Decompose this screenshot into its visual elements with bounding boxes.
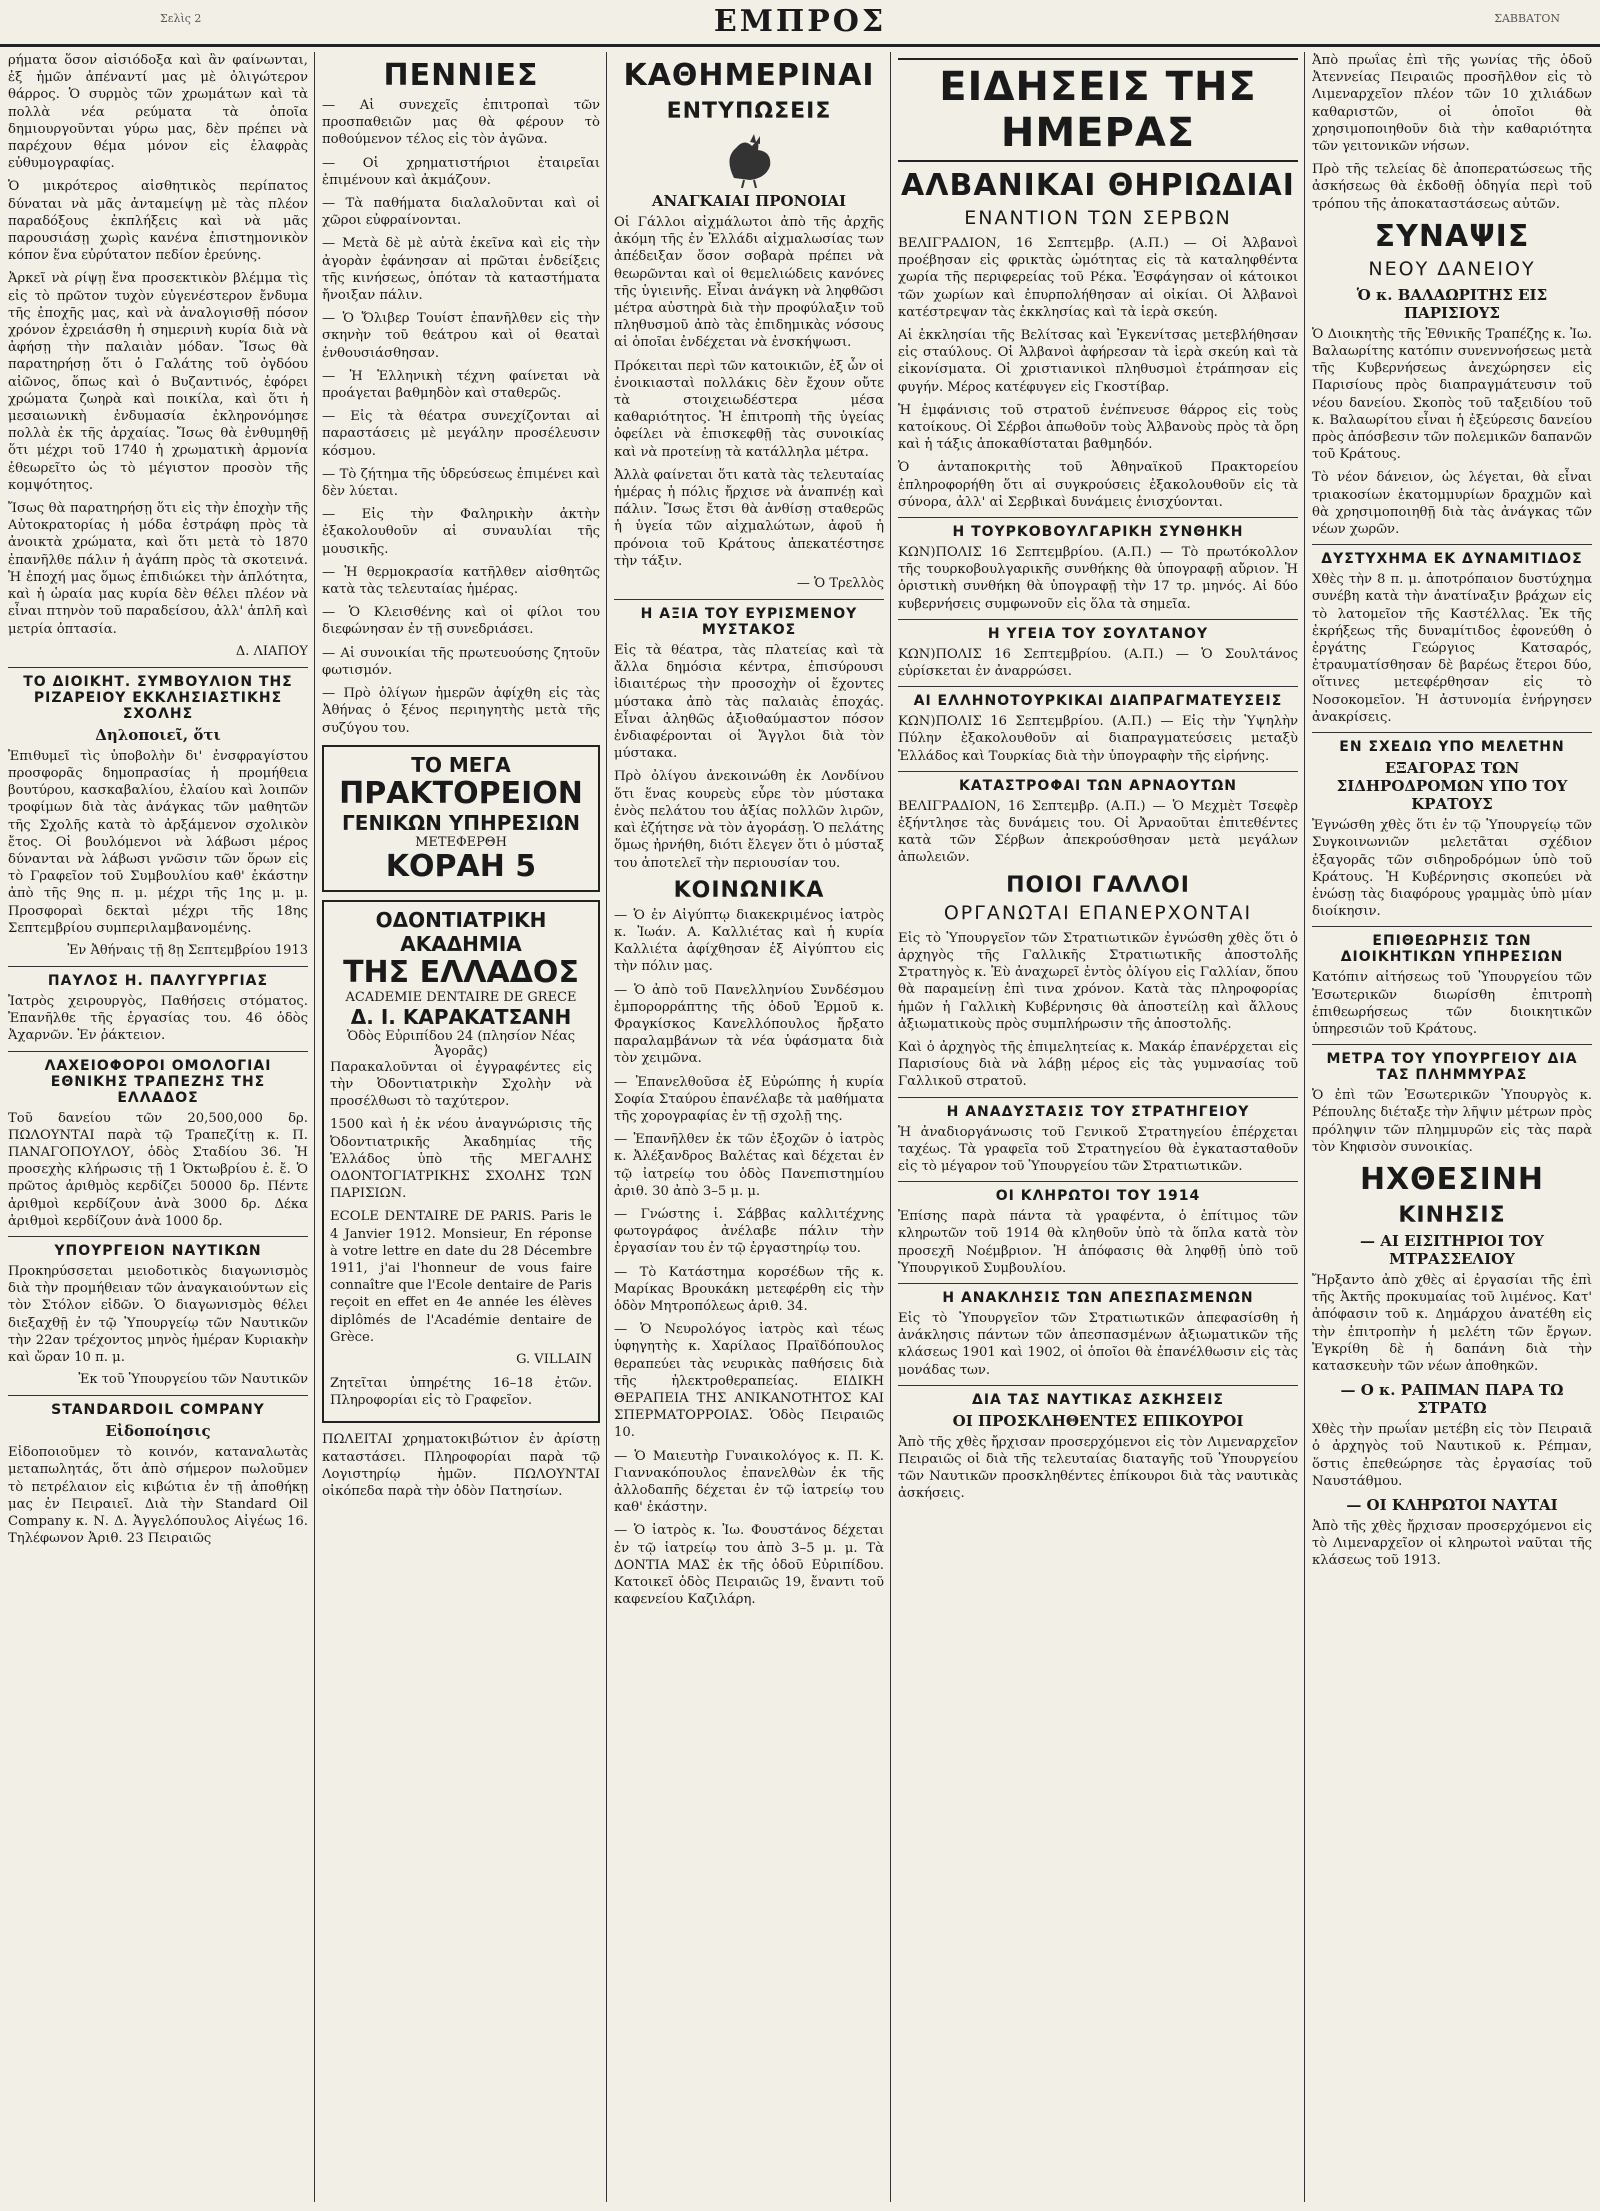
ad-text: Ζητεῖται ὑπηρέτης 16–18 ἐτῶν. Πληροφορίαι εἰς τὸ Γραφεῖον. <box>330 1375 592 1409</box>
article-text: Χθὲς τὴν πρωΐαν μετέβη εἰς τὸν Πειραιᾶ ὁ ἀρχηγὸς τοῦ Ναυτικοῦ κ. Ρέπμαν, ὅστις ἐπεθεώρησε τὰς ἐργασίας τοῦ Ναυστάθμου. <box>1312 1422 1592 1489</box>
article-text: ΒΕΛΙΓΡΑΔΙΟΝ, 16 Σεπτεμβρ. (Α.Π.) — Ὁ Μεχμὲτ Τσεφὲρ ἐξήντλησε τὰς δυνάμεις του. Οἱ Ἀρναοῦται ἐπιτεθέντες κατὰ τῶν Σέρβων ἀπεκρούσθησαν μετὰ μεγάλων ἀπωλειῶν. <box>898 798 1298 866</box>
article-text: Πρὸ ὀλίγου ἀνεκοινώθη ἐκ Λονδίνου ὅτι ἕνας κουρεὺς εὗρε τὸν μύστακα ἑνὸς πελάτου του ἀξίας πολλῶν λιρῶν, καὶ ἐζήτησε νὰ τὸν ἀγοράσῃ. Ὁ πελάτης ὅμως ἠρνήθη, διότι ἔλεγεν ὅτι ὁ μύσταξ του ἀποτελεῖ τὴν περιουσίαν του. <box>614 769 884 871</box>
article-text: Εἰς τὸ Ὑπουργεῖον τῶν Στρατιωτικῶν ἀπεφασίσθη ἡ ἀνάκλησις πάντων τῶν ἀπεσπασμένων ἀξιωματικῶν τῆς κλάσεως 1901 καὶ 1902, οἱ ὁποῖοι θὰ ἐπανέλθωσιν εἰς τὰς μονάδας των. <box>898 1310 1298 1378</box>
ad-text: ECOLE DENTAIRE DE PARIS. Paris le 4 Janvier 1912. Monsieur, En réponse à votre lettre en date du 28 Décembre 1911, j'ai l'honneur de vous faire connaître que l'Ecole dentaire de Paris reçoit en effet en 4e année les élèves diplômés de l'Académie dentaire de Grèce. <box>330 1209 592 1345</box>
ad-line: ΚΟΡΑΗ 5 <box>385 848 537 884</box>
article-kicker: Ὁ κ. ΒΑΛΑΩΡΙΤΗΣ ΕΙΣ ΠΑΡΙΣΙΟΥΣ <box>1356 285 1548 322</box>
article-heading: ΜΕΤΡΑ ΤΟΥ ΥΠΟΥΡΓΕΙΟΥ ΔΙΑ ΤΑΣ ΠΛΗΜΜΥΡΑΣ <box>1312 1044 1592 1083</box>
article-heading: Η ΥΓΕΙΑ ΤΟΥ ΣΟΥΛΤΑΝΟΥ <box>898 619 1298 642</box>
ad-text: Εἰδοποιοῦμεν τὸ κοινόν, καταναλωτὰς μεταπωλητάς, ὅτι ἀπὸ σήμερον πωλοῦμεν τὸ πετρέλαιον εἰς κιβώτια ἐν τῇ ἀποθήκῃ μας ἐν Πειραιεῖ. Διὰ τὴν Standard Oil Company κ. Ν. Δ. Ἀγγελόπουλος Αἰγέως 16. Τηλέφωνον Ἀριθ. 23 Πειραιῶς <box>8 1445 308 1547</box>
brief-item: — Ὁ Κλεισθένης καὶ οἱ φίλοι του διεφώνησαν ἐν τῇ συνεδριάσει. <box>322 605 600 638</box>
rooster-icon <box>714 128 784 188</box>
masthead <box>0 0 1600 47</box>
notice-text: Ἐπιθυμεῖ τὶς ὑποβολὴν δι' ἐνσφραγίστου προσφορᾶς δημοπρασίας ἡ προμήθεια βουτύρου, κασκαβαλίου, ἐλαίου καὶ λοιπῶν τροφίμων διὰ τὰς ἀνάγκας τῶν μαθητῶν τῆς Σχολῆς κατὰ τὸ ἀρξάμενον σχολικὸν ἔτος. Οἱ βουλόμενοι νὰ λάβωσι μέρος δύνανται νὰ λάβωσι γνῶσιν τῶν ὅρων εἰς τὸ Γραφεῖον τοῦ Συμβουλίου καθ' ἑκάστην ἀπὸ τῆς 9ης π. μ. μέχρι τῆς 1ης μ. μ. Προσφοραὶ δεκταὶ μέχρι τῆς 18ης Σεπτεμβρίου συμπεριλαμβανομένης. <box>8 748 308 936</box>
section-subheading: ΚΙΝΗΣΙΣ <box>1398 1202 1506 1228</box>
article-text: Εἰς τὸ Ὑπουργεῖον τῶν Στρατιωτικῶν ἐγνώσθη χθὲς ὅτι ὁ ἀρχηγὸς τῆς Γαλλικῆς Στρατιωτικῆς ἀποστολῆς Στρατηγὸς κ. Ἐὺ ἀναχωρεῖ ἐντὸς ὀλίγου εἰς Γαλλίαν, ὅπου θὰ παραμείνῃ ἐπὶ τινα χρόνον. Κατὰ τὰς πληροφορίας ἡμῶν ἡ Γαλλικὴ Κυβέρνησις θὰ ἀποστείλῃ καὶ ἄλλους ἀξιωματικοὺς πρὸς συμπλήρωσιν τῆς ἀποστολῆς. <box>898 930 1298 1032</box>
social-item: — Ὁ Μαιευτὴρ Γυναικολόγος κ. Π. Κ. Γιαννακόπουλος ἐπανελθὼν ἐκ τῆς ἀλλοδαπῆς δέχεται ἐν τῷ ἰατρείῳ του καθ' ἑκάστην. <box>614 1448 884 1516</box>
article-heading: Η ΤΟΥΡΚΟΒΟΥΛΓΑΡΙΚΗ ΣΥΝΘΗΚΗ <box>898 517 1298 540</box>
column-rule <box>606 52 607 2202</box>
article-text: Ἀρκεῖ νὰ ρίψῃ ἕνα προσεκτικὸν βλέμμα τὶς εἰς τὸ πρῶτον τυχὸν εὐγενέστερον ἔνδυμα τῆς ἐποχῆς μας, καὶ νὰ ἀναλογισθῇ πόσον χρόνον ἐχρειάσθη ἡ σημερινὴ κυρία διὰ νὰ ἀφήσῃ τὴν παλαιὰν μόδαν. Ἴσως θὰ παρατηρήσῃ ὅτι ὁ Γαλάτης τοῦ ὀγδόου αἰῶνος, ὅπως καὶ ὁ Βυζαντινός, ἐφόρει χρώματα ζωηρὰ καὶ ποικίλα, καὶ ὅτι ἡ μεσαιωνικὴ ἐνδυμασία ἐκληρονόμησε πολλὰ ἐκ τῆς ἀρχαίας. Ἴσως θὰ ἐνθυμηθῇ ὅτι μέχρι τοῦ 1740 ἡ χρωματικὴ ἀρμονία ἐθεωρεῖτο ὡς τὸ μέγιστον προσὸν τῆς κομψότητος. <box>8 271 308 493</box>
article-text: ρήματα ὅσον αἰσιόδοξα καὶ ἂν φαίνωνται, ἐξ ἡμῶν ἀπέναντί μας μὲ ὀλιγώτερον θάρρος. Ὁ συρμὸς τῶν χρωμάτων καὶ τὰ πολλὰ νέα ρεύματα τὰ ὁποῖα δημιουργοῦνται γύρω μας, δὲν πρέπει νὰ παρέχουν θέμα μόνον εἰς ἐλαφρὰς εὐθυμογραφίας. <box>8 53 308 172</box>
ad-line: Ὁδὸς Εὐριπίδου 24 (πλησίον Νέας Ἀγορᾶς) <box>346 1028 576 1059</box>
article-heading: ΑΙ ΕΛΛΗΝΟΤΟΥΡΚΙΚΑΙ ΔΙΑΠΡΑΓΜΑΤΕΥΣΕΙΣ <box>898 686 1298 709</box>
article-kicker: ΑΝΑΓΚΑΙΑΙ ΠΡΟΝΟΙΑΙ <box>651 192 847 210</box>
ad-subheading: Εἰδοποίησις <box>105 1422 211 1441</box>
article-text: Ἴσως θὰ παρατηρήσῃ ὅτι εἰς τὴν ἐποχὴν τῆς Αὐτοκρατορίας ἡ μόδα ἐστράφη πρὸς τὰ ἀνοικτὰ χρώματα, καὶ ὅτι μετὰ τὸ 1870 ἐπανῆλθε πάλιν ἡ ἀγάπη πρὸς τὰ σκοτεινά. Ἡ ἐποχή μας ὅμως ἐπιδιώκει τὴν ἁπλότητα, καὶ ἡ ὡραία μας κυρία δὲν θέλει πλέον νὰ εἶναι πτηνὸν τοῦ παραδείσου, ἀλλ' ἁπλῆ καὶ μετρία ὀπτασία. <box>8 501 308 637</box>
article-heading: ΟΙ ΚΛΗΡΩΤΟΙ ΤΟΥ 1914 <box>898 1181 1298 1204</box>
social-item: — Ἐπανῆλθεν ἐκ τῶν ἐξοχῶν ὁ ἰατρὸς κ. Ἀλέξανδρος Βαλέτας καὶ δέχεται ἐν τῷ ἰατρείῳ του ὁδὸς Πανεπιστημίου ἀριθ. 30 ἀπὸ 3–5 μ. μ. <box>614 1132 884 1199</box>
article-text: Ὁ Διοικητὴς τῆς Ἐθνικῆς Τραπέζης κ. Ἰω. Βαλαωρίτης κατόπιν συνεννοήσεως μετὰ τῆς Κυβερνήσεως ἀνεχώρησεν εἰς Παρισίους πρὸς διαπραγμάτευσιν τοῦ νέου δανείου. Σκοπὸς τοῦ ταξειδίου τοῦ κ. Βαλαωρίτου εἶναι ἡ ἐξεύρεσις δανείου πρὸς ἀπόσβεσιν τῶν πολεμικῶν δαπανῶν τοῦ Κράτους. <box>1312 326 1592 463</box>
brief-item: — Εἰς τὰ θέατρα συνεχίζονται αἱ παραστάσεις μὲ μεγάλην προσέλευσιν κόσμου. <box>322 409 600 459</box>
article-text: Ἡ ἐμφάνισις τοῦ στρατοῦ ἐνέπνευσε θάρρος εἰς τοὺς κατοίκους. Οἱ Σέρβοι ἀπωθοῦν τοὺς Ἀλβανοὺς πρὸς τὰ ὄρη καὶ ἡ τάξις ἀποκαθίσταται βαθμηδόν. <box>898 402 1298 453</box>
social-item: — Ὁ Νευρολόγος ἰατρὸς καὶ τέως ὑφηγητὴς κ. Χαρίλαος Πραϊδόπουλος θεραπεύει τὰς νευρικὰς παθήσεις διὰ τῆς ἠλεκτροθεραπείας. ΕΙΔΙΚΗ ΘΕΡΑΠΕΙΑ ΤΗΣ ΑΝΙΚΑΝΟΤΗΤΟΣ ΚΑΙ ΣΠΕΡΜΑΤΟΡΡΟΙΑΣ. Ὁδὸς Πειραιῶς 10. <box>614 1322 884 1441</box>
article-subheading: ΟΙ ΠΡΟΣΚΛΗΘΕΝΤΕΣ ΕΠΙΚΟΥΡΟΙ <box>952 1411 1244 1430</box>
article-subheadline: ΝΕΟΥ ΔΑΝΕΙΟΥ <box>1368 257 1536 280</box>
article-headline: ΣΥΝΑΨΙΣ <box>1374 218 1530 254</box>
article-heading: ΚΑΤΑΣΤΡΟΦΑΙ ΤΩΝ ΑΡΝΑΟΥΤΩΝ <box>898 771 1298 794</box>
article-text: Ὁ μικρότερος αἰσθητικὸς περίπατος δύναται νὰ μᾶς ἀνταμείψῃ μὲ τὰς πλέον παραδόξους ἐκπλήξεις καὶ νὰ μᾶς παρουσιάσῃ χωρὶς κανένα ἐπιστημονικὸν κόπον ἕνα εὐρύτατον πεδίον ἐρεύνης. <box>8 179 308 264</box>
ad-signature: G. VILLAIN <box>516 1351 592 1367</box>
brief-item: — Αἱ συνοικίαι τῆς πρωτευούσης ζητοῦν φωτισμόν. <box>322 645 600 678</box>
ad-text: Παρακαλοῦνται οἱ ἐγγραφέντες εἰς τὴν Ὀδοντιατρικὴν Σχολὴν νὰ προσέλθωσι τὸ ταχύτερον. <box>330 1059 592 1110</box>
ad-text: Τοῦ δανείου τῶν 20,500,000 δρ. ΠΩΛΟΥΝΤΑΙ παρὰ τῷ Τραπεζίτῃ κ. Π. ΠΑΝΑΓΟΠΟΥΛΟΥ, ὁδὸς Σταδίου 36. Ἡ προσεχὴς κλήρωσις τῇ 1 Ὀκτωβρίου ἐ. ἔ. Ὁ πρῶτος ἀριθμὸς κερδίζει 50000 δρ. Πέντε ἀριθμοὶ κερδίζουν ἀνὰ 3000 δρ. Δέκα ἀριθμοὶ κερδίζουν ἀνὰ 1000 δρ. <box>8 1110 308 1229</box>
ad-line: ΟΔΟΝΤΙΑΤΡΙΚΗ ΑΚΑΔΗΜΙΑ <box>375 907 547 956</box>
article-subheadline: ΟΡΓΑΝΩΤΑΙ ΕΠΑΝΕΡΧΟΝΤΑΙ <box>943 901 1253 924</box>
notice-signature: Ἐκ τοῦ Ὑπουργείου τῶν Ναυτικῶν <box>78 1372 308 1388</box>
social-item: — Ὁ ἰατρὸς κ. Ἰω. Φουστάνος δέχεται ἐν τῷ ἰατρείῳ του ἀπὸ 3–5 μ. μ. Τὰ ΔΟΝΤΙΑ ΜΑΣ ἐκ τῆς ὁδοῦ Εὐριπίδου. Κατοικεῖ ὁδὸς Πειραιῶς 19, ἔναντι τοῦ καφενείου Καζιλάρη. <box>614 1523 884 1608</box>
article-headline: ΑΛΒΑΝΙΚΑΙ ΘΗΡΙΩΔΙΑΙ <box>901 168 1295 203</box>
ad-line: ΤΟ ΜΕΓΑ <box>411 752 511 777</box>
article-heading: Η ΑΞΙΑ ΤΟΥ ΕΥΡΙΣΜΕΝΟΥ ΜΥΣΤΑΚΟΣ <box>614 599 884 638</box>
social-item: — Γνώστης ἱ. Σάββας καλλιτέχνης φωτογράφος ἀνέλαβε πάλιν τὴν ἐργασίαν του ἐν τῷ ἐργαστηρίῳ του. <box>614 1206 884 1257</box>
article-text: Χθὲς τὴν 8 π. μ. ἀποτρόπαιον δυστύχημα συνέβη κατὰ τὴν ἀνατίναξιν βράχων εἰς τὸ λατομεῖον τῆς Καστέλλας. Ἐκ τῆς ἐκρήξεως τῆς δυναμίτιδος ἐφονεύθη ὁ ἐργάτης Γεώργιος Κατσαρός, ἐτραυματίσθησαν δὲ βαρέως ἕτεροι δύο, οἵτινες μετεφέρθησαν εἰς τὸ Νοσοκομεῖον. Ἡ ἀστυνομία ἐνήργησεν ἀνακρίσεις. <box>1312 572 1592 725</box>
ad-line: ΜΕΤΕΦΕΡΘΗ <box>415 834 507 850</box>
section-subheading: ΕΝΤΥΠΩΣΕΙΣ <box>666 99 832 124</box>
section-heading: ΗΧΘΕΣΙΝΗ <box>1359 1161 1545 1197</box>
section-heading: ΠΕΝΝΙΕΣ <box>383 58 539 93</box>
brief-item: — Οἱ χρηματιστήριοι ἐταιρεῖαι ἐπιμένουν καὶ ἀκμάζουν. <box>322 155 600 188</box>
article-text: Ἐπίσης παρὰ πάντα τὰ γραφέντα, ὁ ἐπίτιμος τῶν κληρωτῶν τοῦ 1914 θὰ κληθοῦν ὑπὸ τὰ ὅπλα κατὰ τὸν προσεχῆ Νοέμβριον. Ἡ ἀπόφασις θὰ ληφθῇ ὑπὸ τοῦ Ὑπουργικοῦ Συμβουλίου. <box>898 1209 1298 1276</box>
notice-text: Προκηρύσσεται μειοδοτικὸς διαγωνισμὸς διὰ τὴν προμήθειαν τῶν ἀναγκαιούντων εἰς τὸν Στόλον εἰδῶν. Ὁ διαγωνισμὸς θέλει διεξαχθῇ ἐν τῷ Ὑπουργείῳ τῶν Ναυτικῶν τὴν 22αν τρέχοντος μηνὸς ἡμέραν Κυριακὴν καὶ ὥραν 10 π. μ. <box>8 1263 308 1365</box>
article-text: Ὁ ἀνταποκριτὴς τοῦ Ἀθηναϊκοῦ Πρακτορείου ἐπληροφορήθη ὅτι αἱ συγκρούσεις ἐξακολουθοῦν εἰς τὰ σύνορα, ἀλλ' αἱ Σερβικαὶ δυνάμεις ἐνισχύονται. <box>898 460 1298 510</box>
article-text: Πρὸ τῆς τελείας δὲ ἀποπερατώσεως τῆς ἀσκήσεως θὰ ἐκδοθῇ ὁδηγία περὶ τοῦ τρόπου τῆς ἀποκαταστάσεως αὐτῶν. <box>1312 162 1592 212</box>
ad-line: ACADEMIE DENTAIRE DE GRECE <box>345 989 577 1005</box>
ad-heading: ΠΑΥΛΟΣ Η. ΠΑΛΥΓΥΡΓΙΑΣ <box>8 966 308 989</box>
column-1 <box>8 52 308 2202</box>
brief-item: — Ἡ Ἑλληνικὴ τέχνη φαίνεται νὰ προάγεται βαθμηδὸν καὶ σταθερῶς. <box>322 368 600 402</box>
agency-ad <box>322 745 600 892</box>
newspaper-title: ΕΜΠΡΟΣ <box>713 4 887 39</box>
article-signature: — Ὁ Τρελλὸς <box>796 576 884 592</box>
article-heading: ΔΙΑ ΤΑΣ ΝΑΥΤΙΚΑΣ ΑΣΚΗΣΕΙΣ <box>898 1385 1298 1408</box>
ad-heading: STANDARDOIL COMPANY <box>8 1395 308 1418</box>
dental-academy-ad <box>322 900 600 1424</box>
notice-date: Ἐν Ἀθήναις τῇ 8ῃ Σεπτεμβρίου 1913 <box>67 942 308 958</box>
ad-line: ΓΕΝΙΚΩΝ ΥΠΗΡΕΣΙΩΝ <box>342 810 580 835</box>
column-5 <box>1312 52 1592 2202</box>
masthead-right: ΣΑΒΒΑΤΟΝ <box>1494 12 1560 25</box>
article-text: Ὁ ἐπὶ τῶν Ἐσωτερικῶν Ὑπουργὸς κ. Ρέπουλης διέταξε τὴν λῆψιν μέτρων πρὸς πρόληψιν τῶν πλημμυρῶν εἰς τὰς παρὰ τὸν Κηφισὸν συνοικίας. <box>1312 1088 1592 1155</box>
article-text: Ἐγνώσθη χθὲς ὅτι ἐν τῷ Ὑπουργείῳ τῶν Συγκοινωνιῶν μελετᾶται σχέδιον ἐξαγορᾶς τῶν σιδηροδρόμων ὑπὸ τοῦ Κράτους. Ἡ Κυβέρνησις σκοπεύει νὰ ἑνώσῃ τὰς διαφόρους γραμμὰς ὑπὸ μίαν διοίκησιν. <box>1312 818 1592 920</box>
masthead-left: Σελὶς 2 <box>160 12 202 25</box>
ad-line: ΠΡΑΚΤΟΡΕΙΟΝ <box>339 775 583 811</box>
article-headline: ΠΟΙΟΙ ΓΑΛΛΟΙ <box>1006 872 1190 898</box>
article-text: ΚΩΝ)ΠΟΛΙΣ 16 Σεπτεμβρίου. (Α.Π.) — Εἰς τὴν Ὑψηλὴν Πύλην ἐξακολουθοῦν αἱ διαπραγματεύσεις μεταξὺ Ἑλλάδος καὶ Τουρκίας διὰ τὴν ὑπογραφὴν τῆς εἰρήνης. <box>898 714 1298 764</box>
article-kicker: — Ο κ. ΡΑΠΜΑΝ ΠΑΡΑ ΤΩ ΣΤΡΑΤΩ <box>1340 1381 1564 1418</box>
article-signature: Δ. ΛΙΑΠΟΥ <box>235 643 308 659</box>
article-text: ΚΩΝ)ΠΟΛΙΣ 16 Σεπτεμβρίου. (Α.Π.) — Ὁ Σουλτάνος εὑρίσκεται ἐν ἀναρρώσει. <box>898 646 1298 680</box>
ad-text: Ἰατρὸς χειρουργὸς, Παθήσεις στόματος. Ἐπανῆλθε τῆς ἐργασίας του. 46 ὁδὸς Ἀχαρνῶν. Ἐν ῥάκτειον. <box>8 993 308 1044</box>
brief-item: — Μετὰ δὲ μὲ αὐτὰ ἐκεῖνα καὶ εἰς τὴν ἀγορὰν ἐφάνησαν αἱ πρῶται ἐνδείξεις τῆς κινήσεως, ὁπόταν τὰ καταστήματα ἤνοιξαν πάλιν. <box>322 236 600 304</box>
social-item: — Ὁ ἐν Αἰγύπτῳ διακεκριμένος ἰατρὸς κ. Ἰωάν. Α. Καλλιέτας καὶ ἡ κυρία Καλλιέτα ἀφίχθησαν ἐξ Αἰγύπτου εἰς τὴν πόλιν μας. <box>614 907 884 975</box>
article-heading: Η ΑΝΑΚΛΗΣΙΣ ΤΩΝ ΑΠΕΣΠΑΣΜΕΝΩΝ <box>898 1283 1298 1306</box>
article-text: Ἤρξαντο ἀπὸ χθὲς αἱ ἐργασίαι τῆς ἐπὶ τῆς Ἀκτῆς προκυμαίας τοῦ λιμένος. Κατ' ἀπόφασιν τοῦ κ. Δημάρχου ἀνατέθη εἰς τὴν ἐπιτροπὴν ἡ μελέτη τῶν ἔργων. Ἐγκρίθη δὲ ἡ δαπάνη διὰ τὴν κατασκευὴν τῶν νέων ἀποθηκῶν. <box>1312 1272 1592 1374</box>
article-text: Αἱ ἐκκλησίαι τῆς Βελίτσας καὶ Ἐγκενίτσας μετεβλήθησαν εἰς σταύλους. Οἱ Ἀλβανοὶ ἀφήρεσαν τὰ ἱερὰ σκεύη καὶ τὰ εἰκονίσματα. Οἱ χριστιανικοὶ πληθυσμοὶ ἐτράπησαν εἰς φυγήν. Μέρος κατέφυγεν εἰς Γκοστίβαρ. <box>898 328 1298 395</box>
ad-line: Δ. Ι. ΚΑΡΑΚΑΤΣΑΝΗ <box>350 1004 572 1029</box>
article-text: Ἀπὸ τῆς χθὲς ἤρχισαν προσερχόμενοι εἰς τὸ Λιμεναρχεῖον οἱ κληρωτοὶ ναῦται τῆς κλάσεως τοῦ 1913. <box>1312 1518 1592 1569</box>
article-heading: ΕΠΙΘΕΩΡΗΣΙΣ ΤΩΝ ΔΙΟΙΚΗΤΙΚΩΝ ΥΠΗΡΕΣΙΩΝ <box>1312 926 1592 965</box>
article-text: ΒΕΛΙΓΡΑΔΙΟΝ, 16 Σεπτεμβρ. (Α.Π.) — Οἱ Ἀλβανοὶ προέβησαν εἰς φρικτὰς ὠμότητας εἰς τὰ καταληφθέντα χωρία τῆς περιφερείας τοῦ Ρέκα. Ἐσφάγησαν οἱ κάτοικοι τῶν χωρίων καὶ ἐπυρπολήθησαν αἱ οἰκίαι. Οἱ Ἀλβανοὶ κατέστρεψαν τὰς ἐκκλησίας καὶ τὰ ἱερὰ σκεύη. <box>898 236 1298 320</box>
ad-text: 1500 καὶ ἡ ἐκ νέου ἀναγνώρισις τῆς Ὀδοντιατρικῆς Ἀκαδημίας τῆς Ἑλλάδος ὑπὸ τῆς ΜΕΓΑΛΗΣ ΟΔΟΝΤΟΓΙΑΤΡΙΚΗΣ ΣΧΟΛΗΣ ΤΩΝ ΠΑΡΙΣΙΩΝ. <box>330 1117 592 1202</box>
article-text: Κατόπιν αἰτήσεως τοῦ Ὑπουργείου τῶν Ἐσωτερικῶν διωρίσθη ἐπιτροπὴ ἐπιθεωρήσεως τῶν διοικητικῶν ὑπηρεσιῶν τοῦ Κράτους. <box>1312 970 1592 1037</box>
section-heading: ΕΙΔΗΣΕΙΣ ΤΗΣ ΗΜΕΡΑΣ <box>898 58 1298 162</box>
article-heading: ΕΝ ΣΧΕΔΙΩ ΥΠΟ ΜΕΛΕΤΗΝ <box>1312 732 1592 755</box>
column-rule <box>314 52 315 2202</box>
column-2 <box>322 52 600 2202</box>
article-kicker: — ΑΙ ΕΙΣΙΤΗΡΙΟΙ ΤΟΥ ΜΤΡΑΣΣΕΛΙΟΥ <box>1359 1231 1545 1268</box>
article-subheading: ΕΞΑΓΟΡΑΣ ΤΩΝ ΣΙΔΗΡΟΔΡΟΜΩΝ ΥΠΟ ΤΟΥ ΚΡΑΤΟΥΣ <box>1336 759 1568 814</box>
article-text: Ἀπὸ τῆς χθὲς ἤρχισαν προσερχόμενοι εἰς τὸν Λιμεναρχεῖον Πειραιῶς οἱ διὰ τῆς τελευταίας διαταγῆς τοῦ Ὑπουργείου τῶν Ναυτικῶν προσκληθέντες ἐπίκουροι διὰ τὰς ναυτικὰς ἀσκήσεις. <box>898 1434 1298 1502</box>
article-heading: Η ΑΝΑΔΥΣΤΑΣΙΣ ΤΟΥ ΣΤΡΑΤΗΓΕΙΟΥ <box>898 1097 1298 1120</box>
article-text: Ἀπὸ πρωΐας ἐπὶ τῆς γωνίας τῆς ὁδοῦ Ἀτεννείας Πειραιῶς προσῆλθον εἰς τὸ Λιμεναρχεῖον πλέον τῶν 10 χιλιάδων καθαριστῶν, οἱ ὁποῖοι θὰ χρησιμοποιηθοῦν διὰ τὴν καθαριότητα τῶν γειτονικῶν νήσων. <box>1312 53 1592 155</box>
column-rule <box>890 52 891 2202</box>
ad-line: ΤΗΣ ΕΛΛΑΔΟΣ <box>343 954 579 990</box>
article-text: Ἀλλὰ φαίνεται ὅτι κατὰ τὰς τελευταίας ἡμέρας ἡ πόλις ἤρχισε νὰ ἀναπνέῃ καὶ πάλιν. Ἴσως ἔτσι θὰ ἀνθίσῃ σταθερῶς ἡ ὑγεία τῶν αἰχμαλώτων, ἀφοῦ ἡ πρόνοια τοῦ Κράτους ἀπεκατέστησε τὴν τάξιν. <box>614 467 884 569</box>
article-text: Εἰς τὰ θέατρα, τὰς πλατείας καὶ τὰ ἄλλα δημόσια κέντρα, ἐπισύρουσι ἰδιαιτέρως τὴν προσοχὴν οἱ ἔχοντες μύστακα ἀπὸ τὰς παλαιὰς ἐποχάς. Εἶναι ἀληθῶς ἀξιοθαύμαστον πόσον ἐνδιαφέρονται οἱ Ἄγγλοι διὰ τὸν μύστακα. <box>614 643 884 762</box>
column-3 <box>614 52 884 2202</box>
article-heading: ΔΥΣΤΥΧΗΜΑ ΕΚ ΔΥΝΑΜΙΤΙΔΟΣ <box>1312 544 1592 567</box>
article-kicker: — ΟΙ ΚΛΗΡΩΤΟΙ ΝΑΥΤΑΙ <box>1346 1495 1558 1514</box>
article-text: Πρόκειται περὶ τῶν κατοικιῶν, ἐξ ὧν οἱ ἐνοικιασταὶ πολλάκις δὲν ἔχουν οὔτε τὰ στοιχειωδέστερα μέσα καθαριότητος. Ἡ ἐπιτροπὴ τῆς ὑγείας ὀφείλει νὰ ἐπισκεφθῇ τὰς συνοικίας καὶ νὰ προτείνῃ τὰ κατάλληλα μέτρα. <box>614 358 884 460</box>
classified-text: ΠΩΛΕΙΤΑΙ χρηματοκιβώτιον ἐν ἀρίστῃ καταστάσει. Πληροφορίαι παρὰ τῷ Λογιστηρίῳ ἡμῶν. ΠΩΛΟΥΝΤΑΙ οἰκόπεδα παρὰ τὴν ὁδὸν Πατησίων. <box>322 1432 600 1499</box>
brief-item: — Πρὸ ὀλίγων ἡμερῶν ἀφίχθη εἰς τὰς Ἀθήνας ὁ ξένος περιηγητὴς μετὰ τῆς συζύγου του. <box>322 686 600 736</box>
article-text: Τὸ νέον δάνειον, ὡς λέγεται, θὰ εἶναι τριακοσίων ἑκατομμυρίων δραχμῶν καὶ θὰ χρησιμοποιηθῇ διὰ τὰς ἀνάγκας τῶν νέων χωρῶν. <box>1312 470 1592 538</box>
brief-item: — Τὰ παθήματα διαλαλοῦνται καὶ οἱ χῶροι εὐφραίνονται. <box>322 196 600 229</box>
article-text: Ἡ ἀναδιοργάνωσις τοῦ Γενικοῦ Στρατηγείου ἐπέρχεται ταχέως. Τὰ γραφεῖα τοῦ Στρατηγείου θὰ ἐγκατασταθοῦν εἰς τὸ μέγαρον τοῦ Ὑπουργείου τῶν Στρατιωτικῶν. <box>898 1124 1298 1174</box>
social-item: — Τὸ Κατάστημα κορσέδων τῆς κ. Μαρίκας Βρουκάκη μετεφέρθη εἰς τὴν ὁδὸν Μητροπόλεως ἀριθ. 34. <box>614 1264 884 1314</box>
article-text: ΚΩΝ)ΠΟΛΙΣ 16 Σεπτεμβρίου. (Α.Π.) — Τὸ πρωτόκολλον τῆς τουρκοβουλγαρικῆς συνθήκης θὰ ὑπογραφῇ αὔριον. Ἡ ὁριστικὴ συνθήκη θὰ ὑπογραφῇ τὴν 17 τρ. μηνός. Αἱ δύο κυβερνήσεις συμφωνοῦν εἰς ὅλα τὰ σημεῖα. <box>898 545 1298 612</box>
column-4 <box>898 52 1298 2202</box>
brief-item: — Ὁ Ὄλιβερ Τουίστ ἐπανῆλθεν εἰς τὴν σκηνὴν τοῦ θεάτρου καὶ οἱ θεαταὶ ἐνθουσιάσθησαν. <box>322 311 600 361</box>
article-text: Οἱ Γάλλοι αἰχμάλωτοι ἀπὸ τῆς ἀρχῆς ἀκόμη τῆς ἐν Ἑλλάδι αἰχμαλωσίας των ἀπέδειξαν ὅσον σοβαρὰ πρέπει νὰ θεωρῶνται καὶ οἱ θεμελιώδεις κανόνες τῆς ὑγιεινῆς. Εἶναι ἀνάγκη νὰ ληφθῶσι μέτρα αὐστηρὰ διὰ τὴν προφύλαξιν τοῦ πληθυσμοῦ ἀπὸ τὰς ἐπιδημικὰς νόσους αἱ ὁποῖαι ἐνδέχεται νὰ ἐνσκήψωσι. <box>614 215 884 351</box>
brief-item: — Αἱ συνεχεῖς ἐπιτροπαὶ τῶν προσπαθειῶν μας θὰ φέρουν τὸ ποθούμενον τέλος εἰς τὸν ἀγῶνα. <box>322 98 600 148</box>
article-subheadline: ΕΝΑΝΤΙΟΝ ΤΩΝ ΣΕΡΒΩΝ <box>964 207 1232 229</box>
notice-subheading: Δηλοποιεῖ, ὅτι <box>95 725 221 744</box>
brief-item: — Εἰς τὴν Φαληρικὴν ἀκτὴν ἐξακολουθοῦν αἱ συναυλίαι τῆς μουσικῆς. <box>322 507 600 557</box>
notice-heading: ΤΟ ΔΙΟΙΚΗΤ. ΣΥΜΒΟΥΛΙΟΝ ΤΗΣ ΡΙΖΑΡΕΙΟΥ ΕΚΚΛΗΣΙΑΣΤΙΚΗΣ ΣΧΟΛΗΣ <box>8 667 308 722</box>
notice-heading: ΥΠΟΥΡΓΕΙΟΝ ΝΑΥΤΙΚΩΝ <box>8 1236 308 1259</box>
social-item: — Ἐπανελθοῦσα ἐξ Εὐρώπης ἡ κυρία Σοφία Σταύρου ἐπανέλαβε τὰ μαθήματα τῆς χορογραφίας ἐν τῇ σχολῇ της. <box>614 1074 884 1124</box>
ad-heading: ΛΑΧΕΙΟΦΟΡΟΙ ΟΜΟΛΟΓΙΑΙ ΕΘΝΙΚΗΣ ΤΡΑΠΕΖΗΣ ΤΗΣ ΕΛΛΑΔΟΣ <box>8 1051 308 1106</box>
column-rule <box>1304 52 1305 2202</box>
brief-item: — Τὸ ζήτημα τῆς ὑδρεύσεως ἐπιμένει καὶ δὲν λύεται. <box>322 466 600 500</box>
section-heading: ΚΟΙΝΩΝΙΚΑ <box>673 877 825 903</box>
article-text: Καὶ ὁ ἀρχηγὸς τῆς ἐπιμελητείας κ. Μακάρ ἐπανέρχεται εἰς Παρισίους διὰ νὰ λάβῃ μέρος εἰς τὰς γυμνασίας τοῦ Γαλλικοῦ στρατοῦ. <box>898 1039 1298 1090</box>
social-item: — Ὁ ἀπὸ τοῦ Πανελληνίου Συνδέσμου ἐμπορορράπτης τῆς ὁδοῦ Ἑρμοῦ κ. Φραγκίσκος Κανελλόπουλος ἤρξατο παραλαμβάνων τὰ νέα ὑφάσματα διὰ τὸν χειμῶνα. <box>614 982 884 1067</box>
section-heading: ΚΑΘΗΜΕΡΙΝΑΙ <box>623 58 875 93</box>
brief-item: — Ἡ θερμοκρασία κατῆλθεν αἰσθητῶς κατὰ τὰς τελευταίας ἡμέρας. <box>322 564 600 598</box>
